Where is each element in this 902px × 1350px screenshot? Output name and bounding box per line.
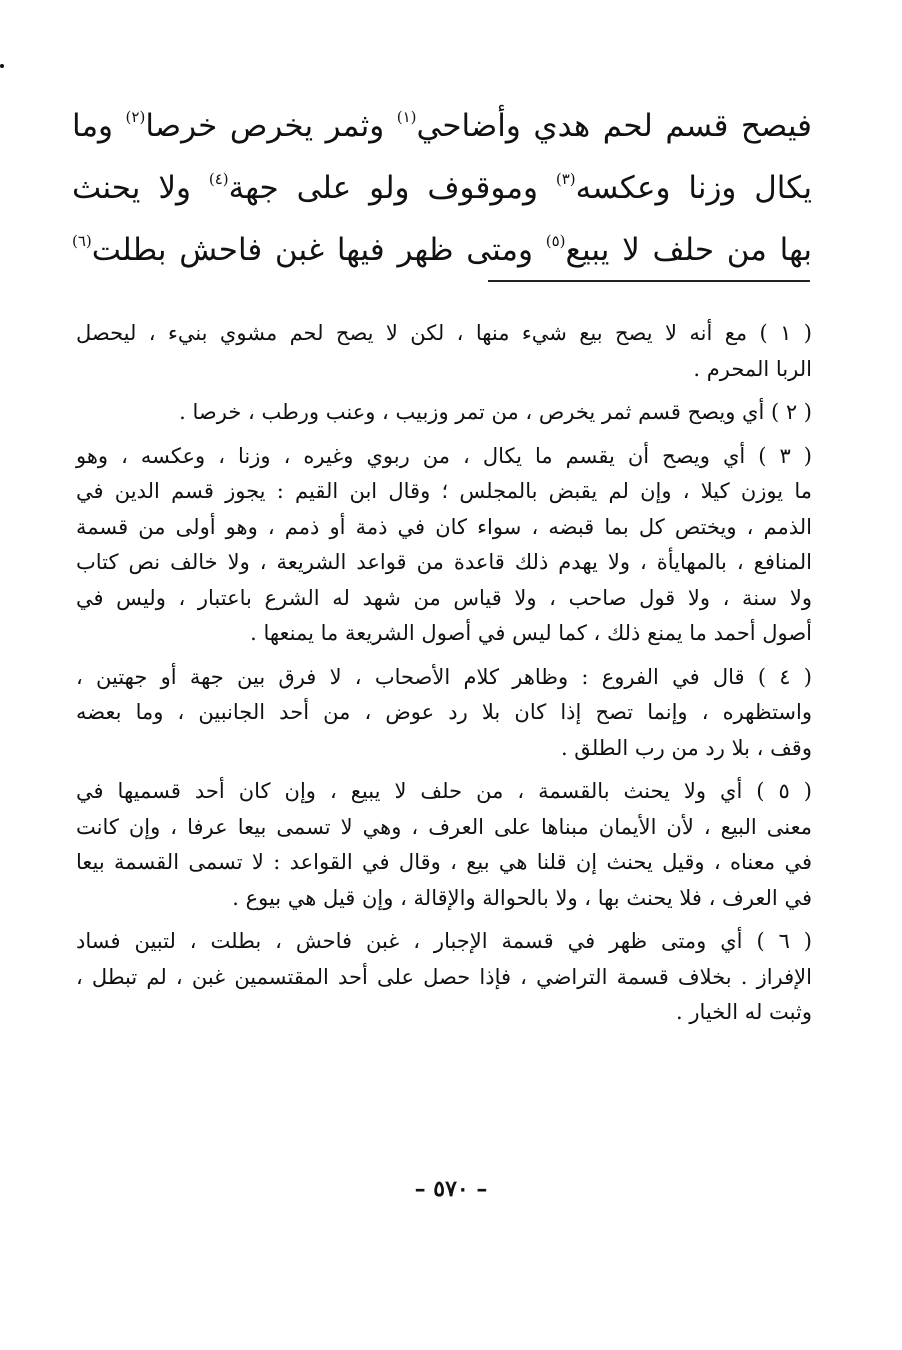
footnote-line: ( ٣ ) أي ويصح أن يقسم ما يكال ، من ربوي وغيره ، وزنا ، وعكسه ، وهو (76, 443, 812, 468)
footnote-line: ولا سنة ، ولا قول صاحب ، ولا قياس من شهد له الشرع باعتبار ، وليس في (76, 585, 812, 610)
main-text-line-1: فيصح قسم لحم هدي وأضاحي$^{(١)}$ وثمر يخرص خرصا$^{(٢)}$ وما (72, 108, 812, 144)
footnote-line: في العرف ، فلا يحنث بها ، ولا بالحوالة والإقالة ، وإن قيل هي بيوع . (232, 885, 812, 910)
footnote-line: الذمم ، ويختص كل بما قبضه ، سواء كان في ذمة أو ذمم ، وهو أولى من قسمة (76, 514, 812, 539)
footnote-line: ( ٢ ) أي ويصح قسم ثمر يخرص ، من تمر وزبيب ، وعنب ورطب ، خرصا . (179, 400, 812, 424)
footnote-marker-4: (٤) (208, 170, 229, 188)
footnote-marker-6: (٦) (72, 232, 92, 250)
scan-speck (0, 64, 4, 68)
footnote-marker-2: (٢) (125, 108, 146, 126)
footnote-marker-1: (١) (396, 108, 417, 126)
page-number: – ٥٧٠ – (414, 1176, 488, 1202)
footnote-line: في معناه ، وقيل يحنث إن قلنا هي بيع ، وقال في القواعد : لا تسمى القسمة بيعا (76, 850, 812, 874)
footnote-line: واستظهره ، وإنما تصح إذا كان بلا رد عوض ، من أحد الجانبين ، وما بعضه (76, 700, 812, 724)
footnote-line: ( ١ ) مع أنه لا يصح بيع شيء منها ، لكن لا يصح لحم مشوي بنيء ، ليحصل (76, 321, 812, 345)
footnote-1 (76, 316, 812, 387)
footnote-line: المنافع ، بالمهايأة ، ولا يهدم ذلك قاعدة من قواعد الشريعة ، ولا خالف نص كتاب (76, 550, 812, 574)
footnote-4 (76, 660, 812, 767)
footnote-marker-5: (٥) (545, 232, 566, 250)
main-text-block (72, 86, 812, 272)
footnote-divider (488, 280, 810, 282)
footnote-line: أصول أحمد ما يمنع ذلك ، كما ليس في أصول الشريعة ما يمنعها . (250, 621, 812, 645)
footnote-line: ( ٤ ) قال في الفروع : وظاهر كلام الأصحاب ، لا فرق بين جهة أو جهتين ، (76, 664, 812, 689)
footnotes-section (76, 316, 812, 1039)
main-text-line-3: بها من حلف لا يبيع$^{(٥)}$ ومتى ظهر فيها غبن فاحش بطلت$^{(٦)}$ (72, 232, 812, 268)
footnote-line: وثبت له الخيار . (676, 1000, 812, 1024)
footnote-line: وقف ، بلا رد من رب الطلق . (560, 735, 812, 760)
footnote-line: الإفراز . بخلاف قسمة التراضي ، فإذا حصل على أحد المقتسمين غبن ، لم تبطل ، (76, 964, 812, 989)
footnote-line: ( ٥ ) أي ولا يحنث بالقسمة ، من حلف لا يبيع ، وإن كان أحد قسميها في (76, 779, 812, 803)
footnote-2 (76, 395, 812, 431)
main-text-line-2: يكال وزنا وعكسه$^{(٣)}$ وموقوف ولو على جهة$^{(٤)}$ ولا يحنث (72, 170, 812, 206)
footnote-line: معنى البيع ، لأن الأيمان مبناها على العرف ، وهي لا تسمى بيعا عرفا ، وإن كانت (76, 814, 812, 839)
footnote-6 (76, 924, 812, 1031)
footnote-line: الربا المحرم . (693, 356, 812, 381)
footnote-5 (76, 774, 812, 916)
footnote-3 (76, 439, 812, 652)
footnote-marker-3: (٣) (555, 170, 576, 188)
footnote-line: ما يوزن كيلا ، وإن لم يقبض بالمجلس ؛ وقال ابن القيم : يجوز قسم الدين في (76, 479, 812, 503)
footnote-line: ( ٦ ) أي ومتى ظهر في قسمة الإجبار ، غبن فاحش ، بطلت ، لتبين فساد (76, 929, 812, 953)
